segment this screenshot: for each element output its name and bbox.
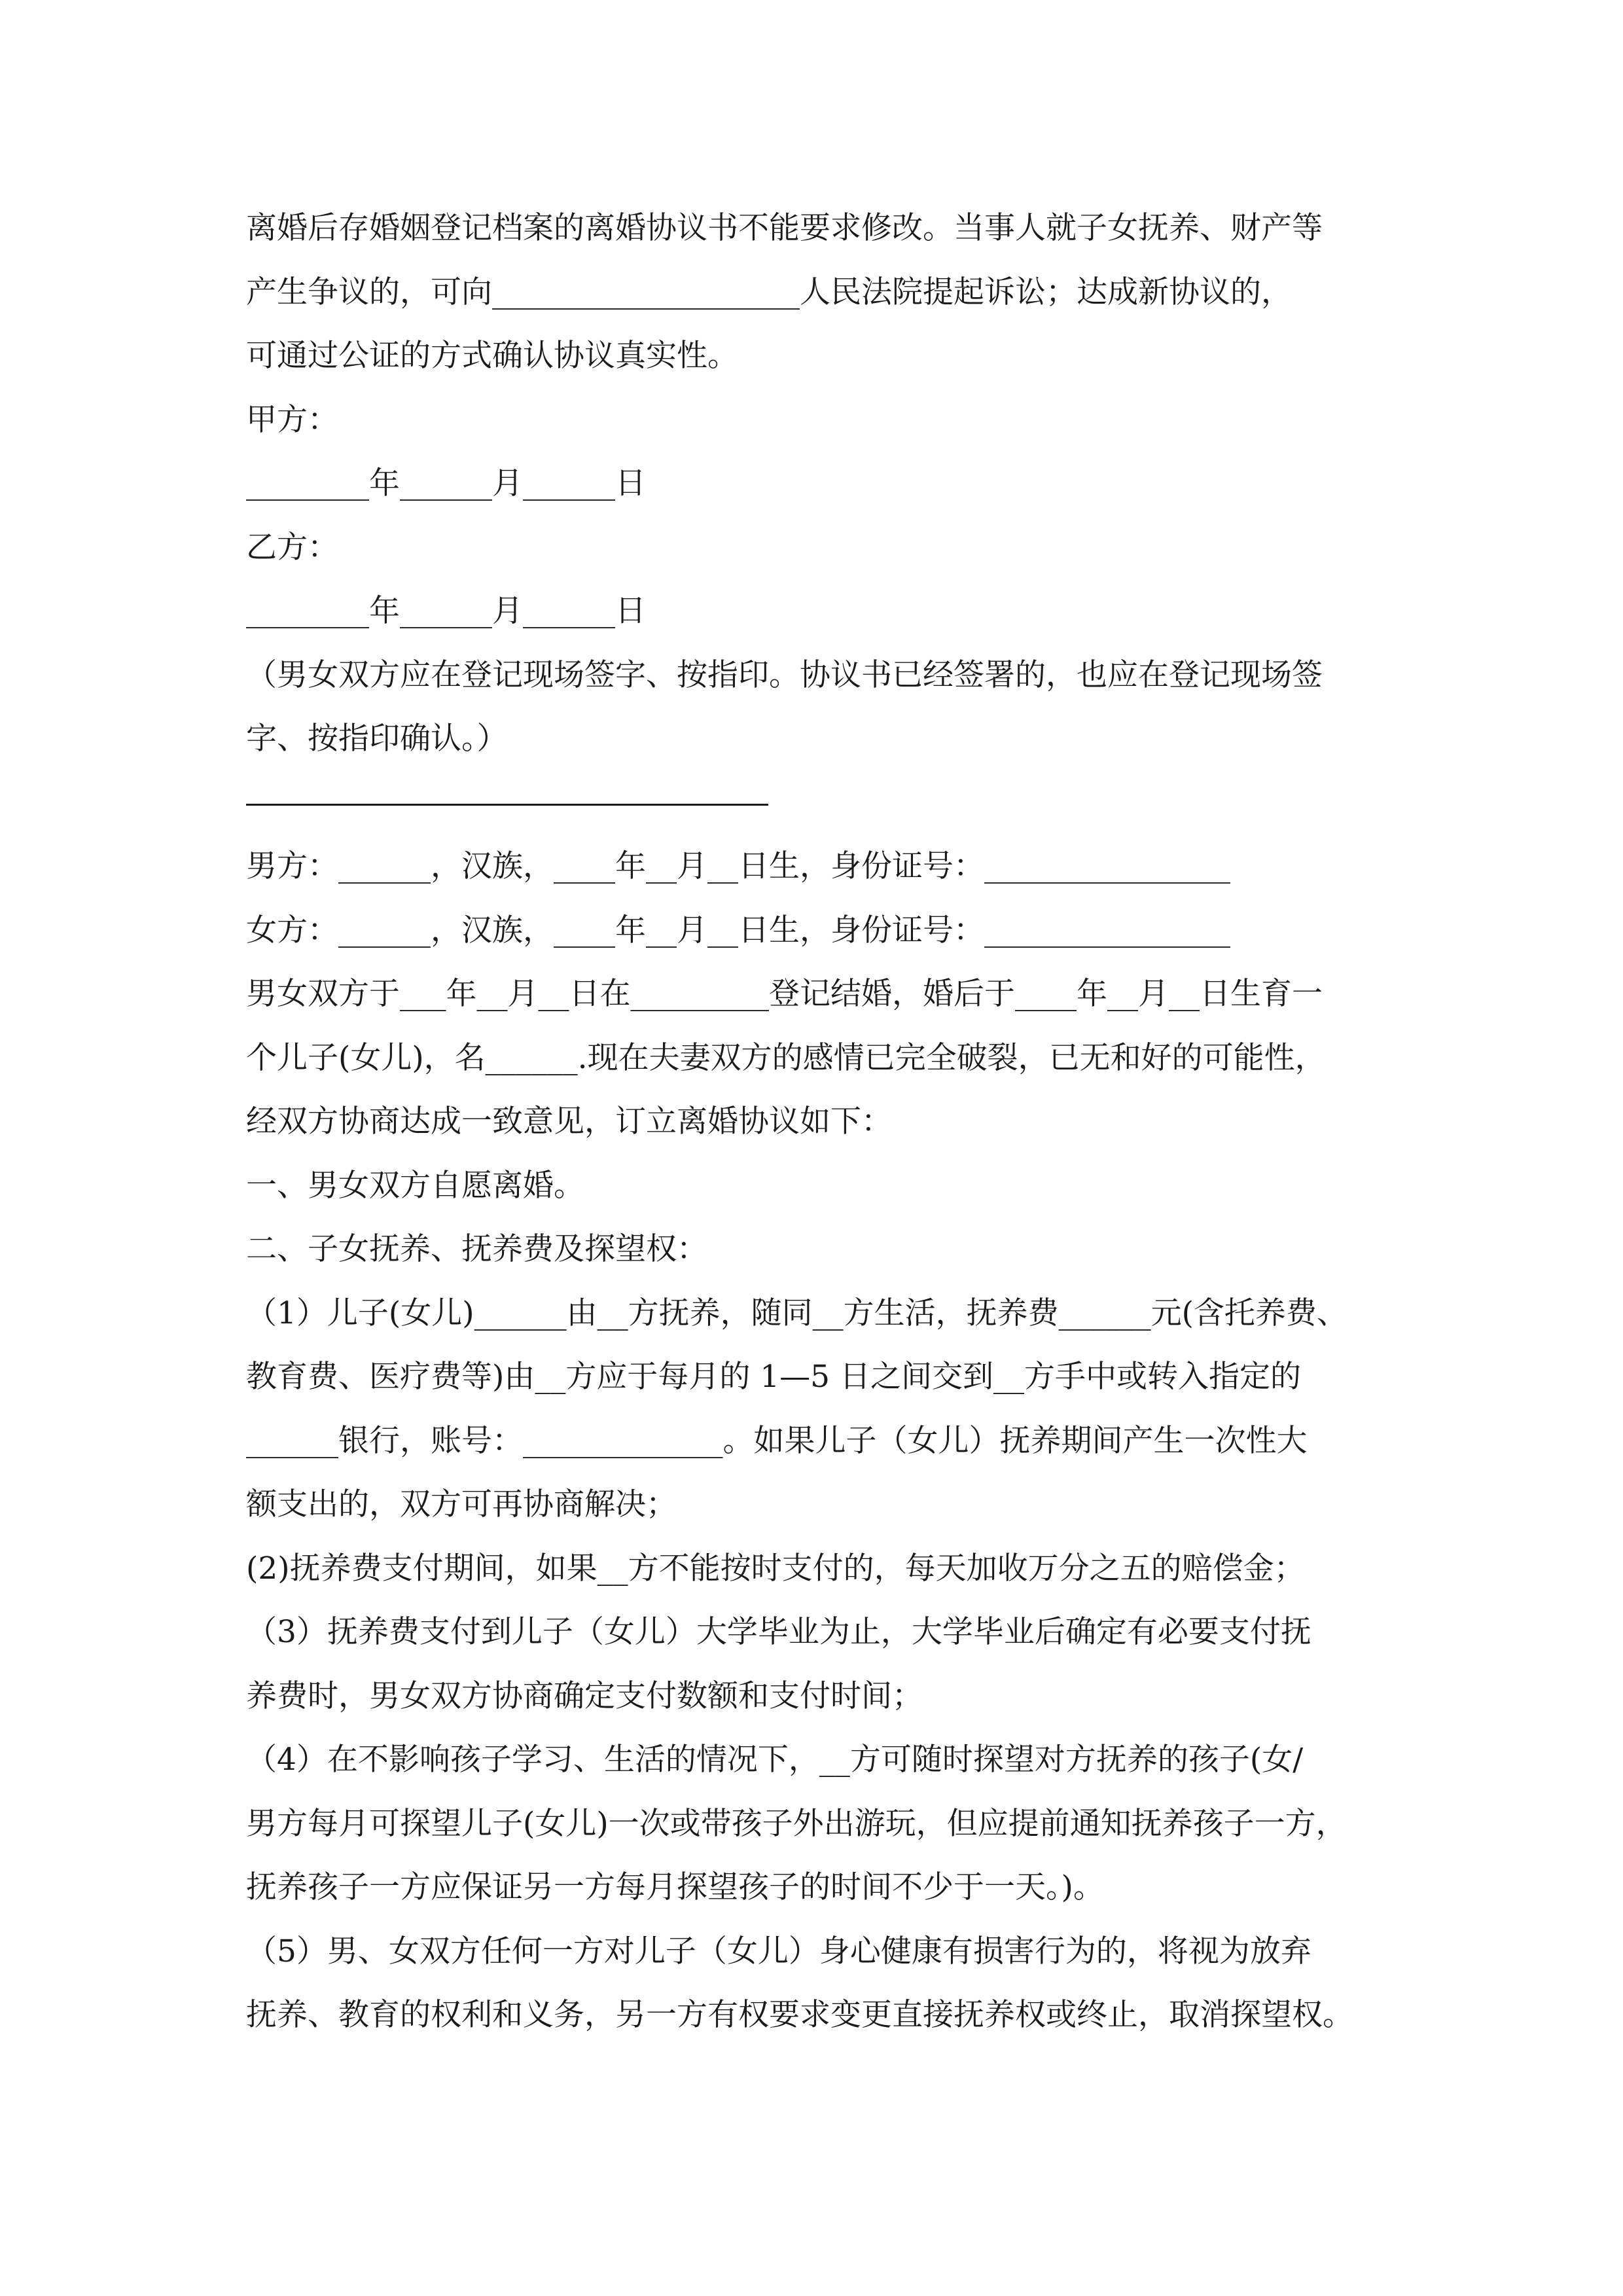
- clause-line: （1）儿子(女儿)______由__方抚养，随同__方生活，抚养费______元(含托养费、: [246, 1295, 1347, 1331]
- paragraph-line: 男女双方于___年__月__日在_________登记结婚，婚后于____年__月__日生育一: [246, 976, 1323, 1012]
- paragraph-line: 可通过公证的方式确认协议真实性。: [246, 338, 738, 374]
- separator-rule: [246, 804, 768, 806]
- signing-note-line: 字、按指印确认。）: [246, 721, 508, 757]
- party-a-label: 甲方：: [246, 401, 338, 438]
- paragraph-line: 离婚后存婚姻登记档案的离婚协议书不能要求修改。当事人就子女抚养、财产等: [246, 210, 1323, 246]
- clause-line: （4）在不影响孩子学习、生活的情况下，__方可随时探望对方抚养的孩子(女/: [246, 1742, 1304, 1778]
- paragraph-line: 产生争议的，可向____________________人民法院提起诉讼；达成新协议的，: [246, 274, 1292, 310]
- clause-line: 额支出的，双方可再协商解决；: [246, 1486, 677, 1522]
- wife-info-line: 女方：______，汉族，____年__月__日生，身份证号：________________: [246, 912, 1230, 948]
- signing-note-line: （男女双方应在登记现场签字、按指印。协议书已经签署的，也应在登记现场签: [246, 656, 1323, 693]
- clause-line: （3）抚养费支付到儿子（女儿）大学毕业为止，大学毕业后确定有必要支付抚: [246, 1614, 1311, 1650]
- paragraph-line: 经双方协商达成一致意见，订立离婚协议如下：: [246, 1103, 892, 1139]
- clause-heading: 二、子女抚养、抚养费及探望权：: [246, 1231, 707, 1267]
- clause-heading: 一、男女双方自愿离婚。: [246, 1167, 584, 1204]
- clause-line: (2)抚养费支付期间，如果__方不能按时支付的，每天加收万分之五的赔偿金；: [246, 1550, 1305, 1587]
- husband-info-line: 男方：______，汉族，____年__月__日生，身份证号：________________: [246, 848, 1230, 884]
- party-a-date: ________年______月______日: [246, 465, 646, 501]
- clause-line: ______银行，账号：_____________。如果儿子（女儿）抚养期间产生一次性大: [246, 1422, 1308, 1459]
- party-b-date: ________年______月______日: [246, 593, 646, 629]
- separator-line-row: [246, 771, 1398, 835]
- paragraph-line: 个儿子(女儿)，名______.现在夫妻双方的感情已完全破裂，已无和好的可能性，: [246, 1039, 1326, 1076]
- clause-line: 男方每月可探望儿子(女儿)一次或带孩子外出游玩，但应提前通知抚养孩子一方，: [246, 1805, 1347, 1842]
- party-b-label: 乙方：: [246, 529, 338, 565]
- clause-line: 抚养、教育的权利和义务，另一方有权要求变更直接抚养权或终止，取消探望权。: [246, 1997, 1353, 2033]
- clause-line: 抚养孩子一方应保证另一方每月探望孩子的时间不少于一天。)。: [246, 1869, 1104, 1905]
- document-body: [246, 196, 1398, 2047]
- clause-line: 教育费、医疗费等)由__方应于每月的 1—5 日之间交到__方手中或转入指定的: [246, 1359, 1302, 1395]
- clause-line: 养费时，男女双方协商确定支付数额和支付时间；: [246, 1677, 923, 1714]
- clause-line: （5）男、女双方任何一方对儿子（女儿）身心健康有损害行为的，将视为放弃: [246, 1933, 1311, 1969]
